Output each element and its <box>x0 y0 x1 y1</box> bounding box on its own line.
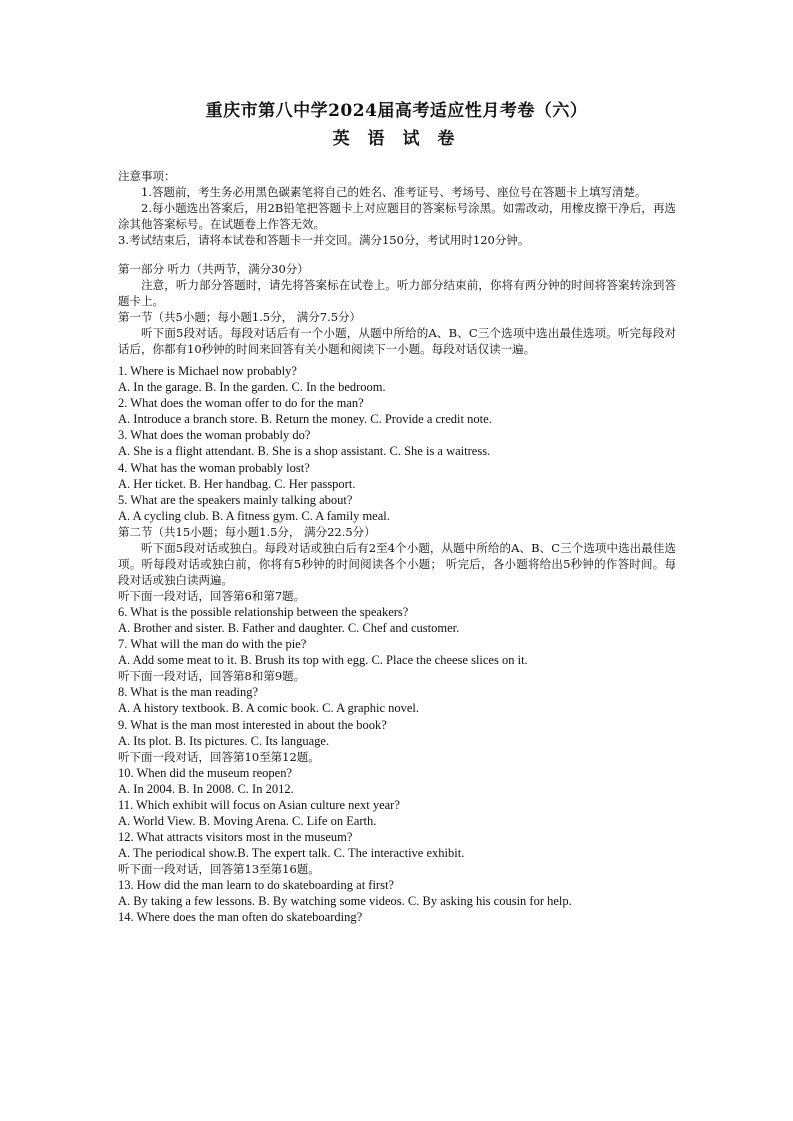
question-11: 11. Which exhibit will focus on Asian culture next year? <box>118 797 400 812</box>
options-5: A. A cycling club. B. A fitness gym. C. A family meal. <box>118 508 390 523</box>
options-11: A. World View. B. Moving Arena. C. Life on Earth. <box>118 813 377 828</box>
question-1: 1. Where is Michael now probably? <box>118 364 297 378</box>
listening-cue-1: 听下面一段对话，回答第6和第7题。 <box>118 588 306 603</box>
section1-heading: 第一节（共5小题；每小题1.5分， 满分7.5分） <box>118 310 362 324</box>
question-14: 14. Where does the man often do skateboarding? <box>118 910 363 925</box>
options-6: A. Brother and sister. B. Father and daughter. C. Chef and customer. <box>118 621 460 636</box>
exam-body <box>118 168 676 926</box>
question-6: 6. What is the possible relationship between the speakers? <box>118 604 409 619</box>
options-9: A. Its plot. B. Its pictures. C. Its language. <box>118 733 330 748</box>
options-13: A. By taking a few lessons. B. By watching some videos. C. By asking his cousin for help. <box>118 894 572 909</box>
page-subtitle: 英 语 试 卷 <box>332 129 461 149</box>
listening-cue-2: 听下面一段对话，回答第8和第9题。 <box>118 669 306 684</box>
question-2: 2. What does the woman offer to do for the man? <box>118 396 364 411</box>
question-13: 13. How did the man learn to do skateboarding at first? <box>118 878 394 893</box>
options-8: A. A history textbook. B. A comic book. C. A graphic novel. <box>118 701 420 716</box>
question-7: 7. What will the man do with the pie? <box>118 637 307 652</box>
question-12: 12. What attracts visitors most in the museum? <box>118 830 353 845</box>
notice-item-3: 3.考试结束后，请将本试卷和答题卡一并交回。满分150分，考试用时120分钟。 <box>118 233 530 247</box>
question-10: 10. When did the museum reopen? <box>118 765 293 780</box>
notice-heading: 注意事项： <box>118 169 176 183</box>
question-3: 3. What does the woman probably do? <box>118 428 311 443</box>
listening-cue-3: 听下面一段对话，回答第10至第12题。 <box>118 749 320 764</box>
options-3: A. She is a flight attendant. B. She is a shop assistant. C. She is a waitress. <box>118 444 491 459</box>
notice-item-2: 2.每小题选出答案后，用2B铅笔把答题卡上对应题目的答案标号涂黑。如需改动，用橡皮擦干净后，再选涂其他答案标号。在试题卷上作答无效。 <box>118 201 676 231</box>
section2-instructions: 听下面5段对话或独白。每段对话或独白后有2至4个小题，从题中所给的A、B、C三个选项中选出最佳选项。听每段对话或独白前，你将有5秒钟的时间阅读各个小题； 听完后，各小题将给出5秒钟的作答时间。每段对话或独白读两遍。 <box>118 540 676 587</box>
options-10: A. In 2004. B. In 2008. C. In 2012. <box>118 781 294 796</box>
notice-item-1: 1.答题前，考生务必用黑色碳素笔将自己的姓名、准考证号、考场号、座位号在答题卡上填写清楚。 <box>141 185 647 199</box>
options-1: A. In the garage. B. In the garden. C. In the bedroom. <box>118 380 386 395</box>
question-5: 5. What are the speakers mainly talking about? <box>118 492 353 507</box>
section1-instructions: 听下面5段对话。每段对话后有一个小题，从题中所给的A、B、C三个选项中选出最佳选项。听完每段对话后，你都有10秒钟的时间来回答有关小题和阅读下一小题。每段对话仅读一遍。 <box>118 326 676 356</box>
listening-cue-4: 听下面一段对话，回答第13至第16题。 <box>118 862 320 877</box>
question-4: 4. What has the woman probably lost? <box>118 460 310 475</box>
options-7: A. Add some meat to it. B. Brush its top with egg. C. Place the cheese slices on it. <box>118 653 528 668</box>
part1-note: 注意，听力部分答题时，请先将答案标在试卷上。听力部分结束前，你将有两分钟的时间将答案转涂到答题卡上。 <box>118 278 676 308</box>
options-4: A. Her ticket. B. Her handbag. C. Her passport. <box>118 476 356 491</box>
section2-heading: 第二节（共15小题；每小题1.5分， 满分22.5分） <box>118 524 376 539</box>
options-2: A. Introduce a branch store. B. Return the money. C. Provide a credit note. <box>118 412 492 427</box>
options-12: A. The periodical show.B. The expert talk. C. The interactive exhibit. <box>118 846 465 861</box>
question-8: 8. What is the man reading? <box>118 685 259 700</box>
question-9: 9. What is the man most interested in about the book? <box>118 717 387 732</box>
page-title: 重庆市第八中学2024届高考适应性月考卷（六） <box>205 101 588 121</box>
part1-heading: 第一部分 听力（共两节，满分30分） <box>118 262 309 276</box>
